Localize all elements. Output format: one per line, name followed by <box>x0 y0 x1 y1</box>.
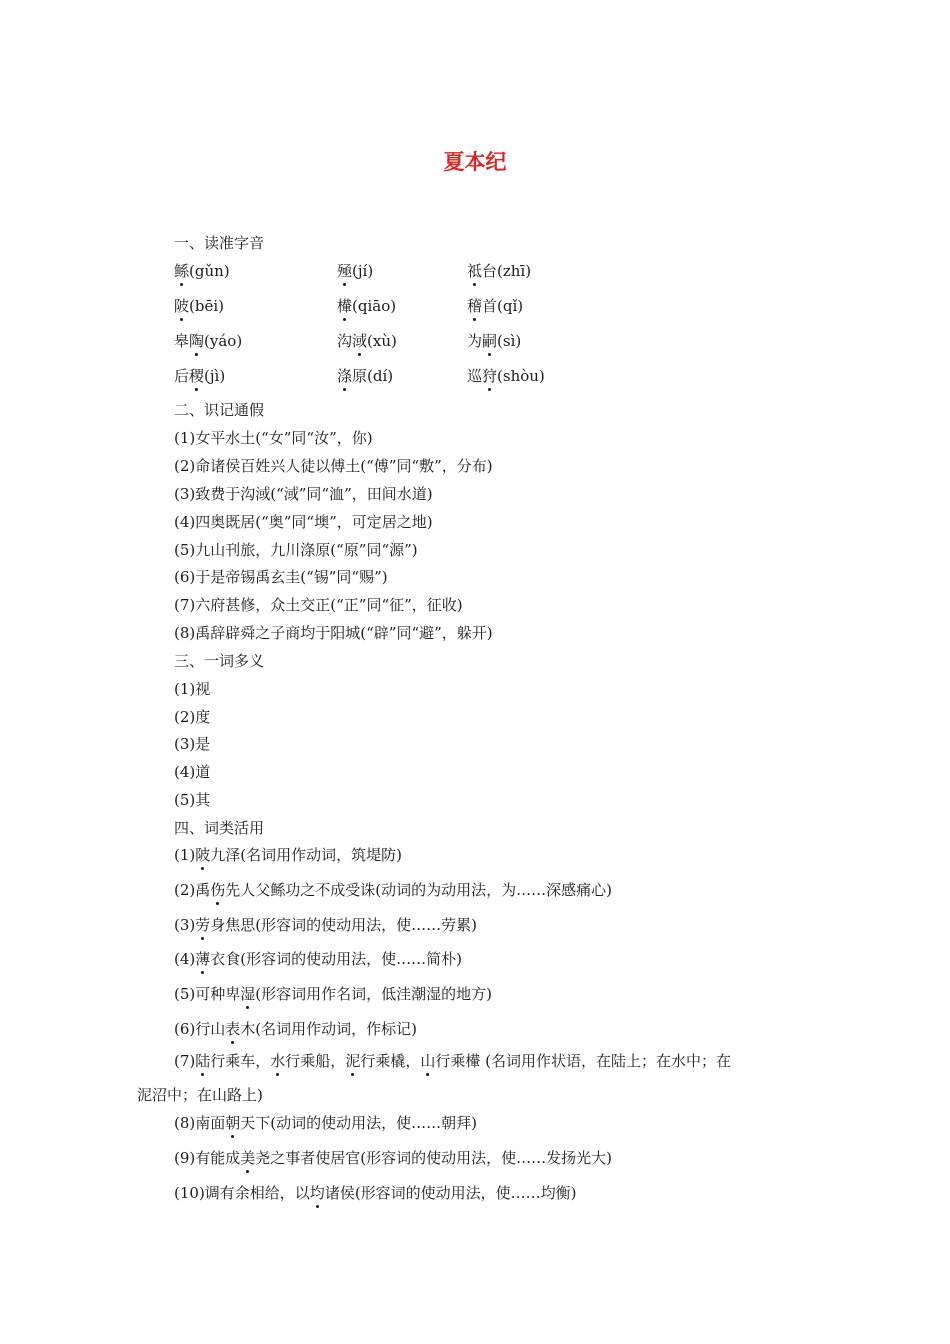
emphasized-char: 祗 <box>467 262 483 280</box>
pronunciation-item <box>467 295 523 316</box>
emphasized-char: 稽 <box>467 297 483 315</box>
word-class-item <box>174 983 492 1004</box>
item-text: (7) <box>174 1052 196 1070</box>
emphasized-char: 薄 <box>195 950 211 968</box>
polysemy-item: (2)度 <box>174 708 211 726</box>
emphasized-char: 伤 <box>210 881 226 899</box>
pinyin-text: (jì) <box>204 367 226 385</box>
emphasized-char: 陆 <box>195 1052 211 1070</box>
pinyin-text: (qiāo) <box>352 297 397 315</box>
word-class-item <box>174 1112 477 1133</box>
item-text: 诸侯(形容词的使动用法，使……均衡) <box>324 1184 577 1202</box>
item-text: (4) <box>174 950 196 968</box>
polysemy-item: (3)是 <box>174 735 211 753</box>
emphasized-char: 稷 <box>189 367 205 385</box>
pronunciation-item <box>174 260 230 281</box>
pinyin-text: 台(zhī) <box>482 262 532 280</box>
pinyin-text: (gǔn) <box>189 262 230 280</box>
pronunciation-item <box>337 295 396 316</box>
item-text: 行乘船， <box>285 1052 346 1070</box>
tongjia-item: (1)女平水土(“女”同“汝”，你) <box>174 429 373 447</box>
item-text: 木(名词用作动词，作标记) <box>240 1020 417 1038</box>
pronunciation-item <box>337 330 397 351</box>
item-text: 行乘橇， <box>360 1052 421 1070</box>
pinyin-text: 首(qǐ) <box>482 297 524 315</box>
item-text: 衣食(形容词的使动用法，使……简朴) <box>210 950 462 968</box>
emphasized-char: 陶 <box>189 332 205 350</box>
polysemy-item: (4)道 <box>174 763 211 781</box>
item-text: 先人父鲧功之不成受诛(动词的为动用法，为……深感痛心) <box>225 881 612 899</box>
word-class-item <box>174 879 612 900</box>
item-text: (8)南面 <box>174 1114 226 1132</box>
pronunciation-item <box>174 330 242 351</box>
item-text: 天下(动词的使动用法，使……朝拜) <box>240 1114 477 1132</box>
pronunciation-item <box>467 365 545 386</box>
tongjia-item: (6)于是帝锡禹玄圭(“锡”同“赐”) <box>174 568 388 586</box>
polysemy-item: (5)其 <box>174 791 211 809</box>
item-text: (2)禹 <box>174 881 211 899</box>
pronunciation-text: 为 <box>467 332 483 350</box>
emphasized-char: 嗣 <box>482 332 498 350</box>
emphasized-char: 湿 <box>240 985 256 1003</box>
pinyin-text: (bēi) <box>189 297 224 315</box>
emphasized-char: 淢 <box>352 332 368 350</box>
word-class-item <box>174 914 477 935</box>
pinyin-text: 原(dí) <box>352 367 394 385</box>
tongjia-item: (3)致费于沟淢(“淢”同“洫”，田间水道) <box>174 485 433 503</box>
pronunciation-text: 巡 <box>467 367 483 385</box>
tongjia-item: (4)四奥既居(“奥”同“墺”，可定居之地) <box>174 513 433 531</box>
emphasized-char: 均 <box>309 1184 325 1202</box>
item-text: (5)可种卑 <box>174 985 241 1003</box>
pinyin-text: (xù) <box>367 332 397 350</box>
item-text: (10)调有余相给，以 <box>174 1184 310 1202</box>
item-text: 九泽(名词用作动词，筑堤防) <box>210 846 402 864</box>
word-class-item <box>174 844 402 865</box>
section-heading-tongjia: 二、识记通假 <box>174 401 265 419</box>
pronunciation-item <box>337 260 373 281</box>
section-heading-word-class: 四、词类活用 <box>174 819 265 837</box>
tongjia-item: (7)六府甚修，众土交正(“正”同“征”，征收) <box>174 596 463 614</box>
item-text: 身焦思(形容词的使动用法，使……劳累) <box>210 916 477 934</box>
emphasized-char: 泥 <box>345 1052 361 1070</box>
word-class-item <box>174 1147 612 1168</box>
item-text: (形容词用作名词，低洼潮湿的地方) <box>255 985 492 1003</box>
tongjia-item: (2)命诸侯百姓兴人徒以傅土(“傅”同“敷”，分布) <box>174 457 493 475</box>
pronunciation-text: 后 <box>174 367 190 385</box>
emphasized-char: 美 <box>240 1149 256 1167</box>
emphasized-char: 水 <box>270 1052 286 1070</box>
section-heading-polysemy: 三、一词多义 <box>174 652 265 670</box>
item-text: 行乘车， <box>210 1052 271 1070</box>
polysemy-item: (1)视 <box>174 680 211 698</box>
pronunciation-text: 沟 <box>337 332 353 350</box>
tongjia-item: (8)禹辞辟舜之子商均于阳城(“辟”同“避”，躲开) <box>174 624 493 642</box>
pinyin-text: (jí) <box>352 262 374 280</box>
item-text: (9)有能成 <box>174 1149 241 1167</box>
item-text: (3) <box>174 916 196 934</box>
pinyin-text: (yáo) <box>204 332 243 350</box>
pronunciation-item <box>467 260 531 281</box>
emphasized-char: 殛 <box>337 262 353 280</box>
pronunciation-item <box>174 295 224 316</box>
pronunciation-item <box>337 365 393 386</box>
pronunciation-item <box>174 365 225 386</box>
section-heading-pronunciation: 一、读准字音 <box>174 234 265 252</box>
word-class-item <box>174 1182 577 1203</box>
emphasized-char: 陂 <box>174 297 190 315</box>
emphasized-char: 狩 <box>482 367 498 385</box>
emphasized-char: 山 <box>420 1052 436 1070</box>
word-class-item <box>174 948 462 969</box>
item-text: 尧之事者使居官(形容词的使动用法，使……发扬光大) <box>255 1149 612 1167</box>
emphasized-char: 涤 <box>337 367 353 385</box>
item-text: 泥沼中；在山路上) <box>137 1086 263 1104</box>
item-text: (1) <box>174 846 196 864</box>
emphasized-char: 檋 <box>337 297 353 315</box>
page-title: 夏本纪 <box>443 150 507 174</box>
item-text: 行乘檋 (名词用作状语，在陆上；在水中；在 <box>435 1052 731 1070</box>
pinyin-text: (shòu) <box>497 367 545 385</box>
emphasized-char: 劳 <box>195 916 211 934</box>
word-class-item <box>174 1050 731 1071</box>
emphasized-char: 鲧 <box>174 262 190 280</box>
emphasized-char: 表 <box>225 1020 241 1038</box>
item-text: (6)行山 <box>174 1020 226 1038</box>
emphasized-char: 陂 <box>195 846 211 864</box>
emphasized-char: 朝 <box>225 1114 241 1132</box>
pronunciation-item <box>467 330 521 351</box>
pronunciation-text: 皋 <box>174 332 190 350</box>
word-class-item <box>137 1084 263 1105</box>
pinyin-text: (sì) <box>497 332 522 350</box>
word-class-item <box>174 1018 417 1039</box>
tongjia-item: (5)九山刊旅，九川涤原(“原”同“源”) <box>174 541 418 559</box>
